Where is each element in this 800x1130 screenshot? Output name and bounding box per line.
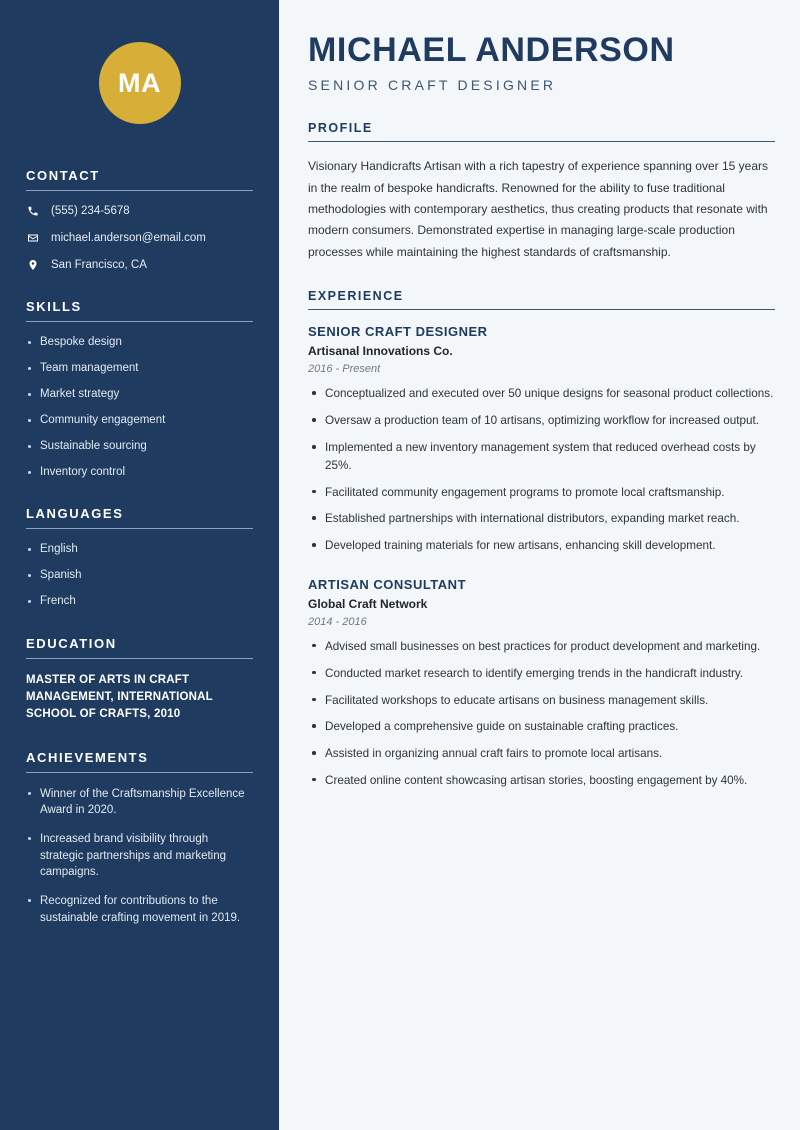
list-item: Conceptualized and executed over 50 unique designs for seasonal product collections. — [308, 385, 775, 403]
list-item: English — [26, 542, 253, 558]
contact-divider — [26, 190, 253, 191]
list-item: Facilitated community engagement programs to promote local craftsmanship. — [308, 484, 775, 502]
list-item: Inventory control — [26, 465, 253, 481]
languages-heading: LANGUAGES — [26, 506, 124, 522]
languages-divider — [26, 528, 253, 529]
envelope-icon — [26, 231, 40, 245]
profile-heading: PROFILE — [308, 120, 373, 135]
education-entry: MASTER OF ARTS IN CRAFT MANAGEMENT, INTERNATIONAL SCHOOL OF CRAFTS, 2010 — [26, 673, 213, 721]
experience-company: Artisanal Innovations Co. — [308, 344, 453, 359]
achievements-divider — [26, 772, 253, 773]
list-item: Assisted in organizing annual craft fairs to promote local artisans. — [308, 745, 775, 763]
skills-heading: SKILLS — [26, 298, 82, 314]
experience-entry — [308, 324, 775, 375]
list-item: Market strategy — [26, 387, 253, 403]
sidebar-section-achievements — [0, 750, 279, 927]
avatar-container — [0, 0, 279, 168]
location-pin-icon — [26, 258, 40, 272]
list-item: Oversaw a production team of 10 artisans, optimizing workflow for increased output. — [308, 412, 775, 430]
contact-item-location[interactable] — [26, 258, 253, 273]
sidebar-section-languages — [0, 506, 279, 610]
list-item: Developed a comprehensive guide on sustainable crafting practices. — [308, 718, 775, 736]
list-item: Winner of the Craftsmanship Excellence Award in 2020. — [26, 786, 253, 819]
profile-text: Visionary Handicrafts Artisan with a rich tapestry of experience spanning over 15 years in the realm of bespoke handicrafts. Renowned for the ability to fuse traditional methodologies with contemporary aesthetics, thus creating products that resonate with modern consumers. Demonstrated expertise in managing large-scale production processes while maintaining the highest standards of craftsmanship. — [308, 159, 769, 259]
achievements-heading: ACHIEVEMENTS — [26, 749, 149, 765]
contact-item-phone[interactable] — [26, 204, 253, 219]
skills-divider — [26, 321, 253, 322]
list-item: French — [26, 594, 253, 610]
list-item: Facilitated workshops to educate artisans on business management skills. — [308, 692, 775, 710]
experience-heading: EXPERIENCE — [308, 288, 404, 303]
list-item: Community engagement — [26, 413, 253, 429]
experience-dates: 2016 - Present — [308, 363, 381, 376]
sidebar — [0, 0, 279, 1130]
experience-entry — [308, 577, 775, 628]
avatar: MA — [99, 42, 181, 124]
main-content — [279, 0, 800, 1130]
experience-divider — [308, 309, 775, 311]
sidebar-section-skills — [0, 299, 279, 481]
experience-dates: 2014 - 2016 — [308, 615, 367, 628]
list-item: Sustainable sourcing — [26, 439, 253, 455]
contact-heading: CONTACT — [26, 168, 100, 183]
experience-job-title: SENIOR CRAFT DESIGNER — [308, 324, 488, 340]
list-item: Advised small businesses on best practices for product development and marketing. — [308, 638, 775, 656]
experience-job-title: ARTISAN CONSULTANT — [308, 576, 467, 592]
job-role-subtitle: SENIOR CRAFT DESIGNER — [308, 76, 557, 93]
contact-location-value: San Francisco, CA — [51, 258, 147, 271]
list-item: Created online content showcasing artisan stories, boosting engagement by 40%. — [308, 772, 775, 790]
skills-list — [26, 335, 253, 481]
phone-icon — [26, 204, 40, 218]
languages-list — [26, 542, 253, 610]
profile-divider — [308, 141, 775, 143]
list-item: Bespoke design — [26, 335, 253, 351]
list-item: Conducted market research to identify emerging trends in the handicraft industry. — [308, 665, 775, 683]
list-item: Spanish — [26, 568, 253, 584]
section-profile — [308, 121, 775, 263]
section-experience — [308, 289, 775, 790]
achievements-list — [26, 786, 253, 927]
list-item: Increased brand visibility through strategic partnerships and marketing campaigns. — [26, 831, 253, 881]
education-heading: EDUCATION — [26, 635, 117, 651]
list-item: Implemented a new inventory management system that reduced overhead costs by 25%. — [308, 439, 775, 475]
list-item: Team management — [26, 361, 253, 377]
experience-company: Global Craft Network — [308, 596, 428, 611]
page-title: MICHAEL ANDERSON — [308, 31, 675, 69]
contact-item-email[interactable] — [26, 231, 253, 246]
list-item: Established partnerships with international distributors, expanding market reach. — [308, 510, 775, 528]
sidebar-section-contact — [0, 168, 279, 273]
contact-email-value: michael.anderson@email.com — [51, 231, 206, 244]
experience-bullets — [308, 638, 775, 790]
sidebar-section-education — [0, 636, 279, 724]
contact-phone-value: (555) 234-5678 — [51, 205, 130, 217]
experience-bullets — [308, 385, 775, 554]
list-item: Recognized for contributions to the sustainable crafting movement in 2019. — [26, 893, 253, 926]
list-item: Developed training materials for new artisans, enhancing skill development. — [308, 537, 775, 555]
education-divider — [26, 658, 253, 659]
